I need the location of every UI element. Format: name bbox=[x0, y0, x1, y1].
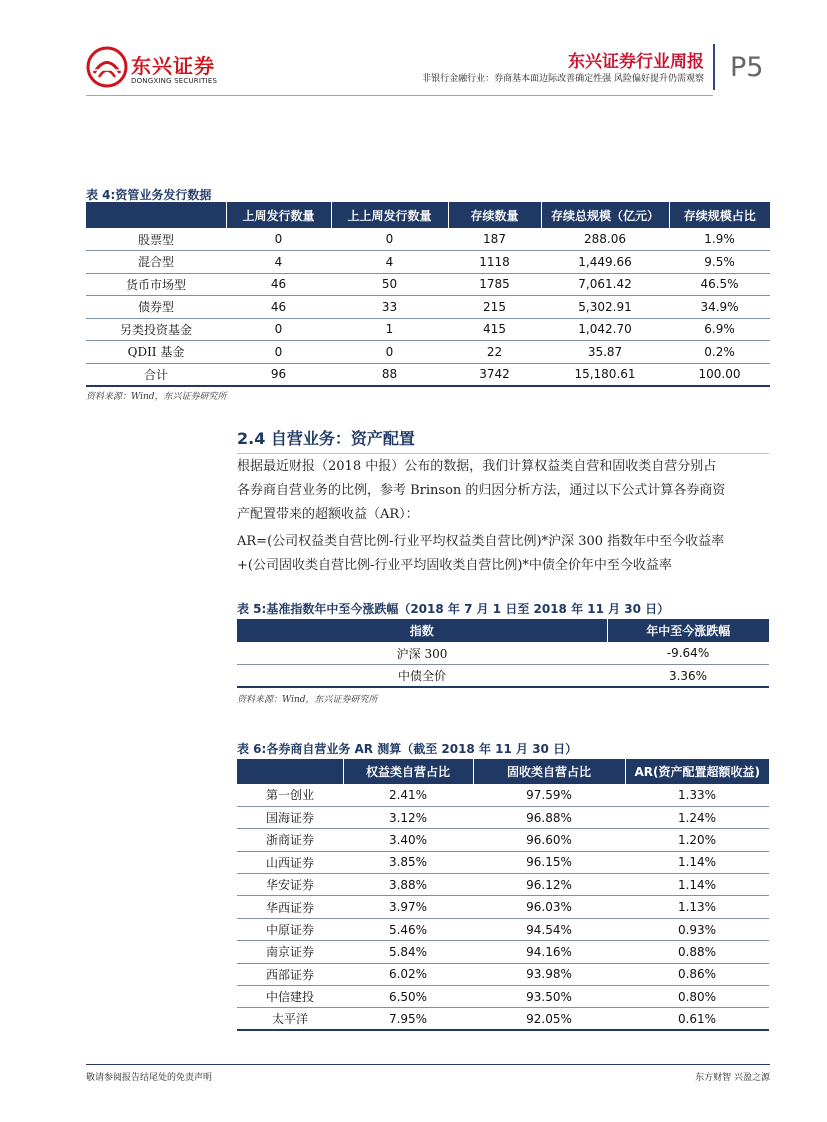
row-label-cell: 债券型 bbox=[86, 296, 226, 319]
row-label-cell: 南京证券 bbox=[237, 941, 343, 963]
formula-line: +(公司固收类自营比例-行业平均固收类自营比例)*中债全价年中至今收益率 bbox=[237, 558, 672, 573]
table5-benchmark-index bbox=[237, 619, 769, 688]
value-cell: 4 bbox=[226, 251, 331, 274]
value-cell: 3742 bbox=[448, 363, 541, 386]
row-label-cell: 另类投资基金 bbox=[86, 318, 226, 341]
table-row bbox=[237, 665, 769, 688]
value-cell: 15,180.61 bbox=[541, 363, 669, 386]
value-cell: 1.13% bbox=[625, 896, 769, 918]
table5-source: 资料来源：Wind，东兴证券研究所 bbox=[237, 695, 378, 705]
value-cell: 3.97% bbox=[343, 896, 473, 918]
value-cell: 3.36% bbox=[607, 665, 769, 688]
value-cell: 97.59% bbox=[473, 784, 625, 806]
value-cell: 1.20% bbox=[625, 829, 769, 851]
table6-header-cell: 固收类自营占比 bbox=[473, 759, 625, 784]
section-rule bbox=[237, 453, 769, 454]
row-label-cell: 华安证券 bbox=[237, 874, 343, 896]
table-row bbox=[237, 874, 769, 896]
row-label-cell: 华西证券 bbox=[237, 896, 343, 918]
value-cell: 34.9% bbox=[669, 296, 770, 319]
row-label-cell: 中信建投 bbox=[237, 986, 343, 1008]
table-row bbox=[237, 784, 769, 806]
report-title: 东兴证券行业周报 bbox=[568, 52, 704, 72]
table4-header-cell: 存续数量 bbox=[448, 202, 541, 228]
value-cell: -9.64% bbox=[607, 642, 769, 665]
value-cell: 96.15% bbox=[473, 851, 625, 873]
row-label-cell: 国海证券 bbox=[237, 806, 343, 828]
row-label-cell: 沪深 300 bbox=[237, 642, 607, 665]
table-row bbox=[86, 341, 770, 364]
value-cell: 92.05% bbox=[473, 1008, 625, 1030]
row-label-cell: 中原证券 bbox=[237, 918, 343, 940]
value-cell: 3.85% bbox=[343, 851, 473, 873]
value-cell: 1.14% bbox=[625, 874, 769, 896]
paragraph-line: 产配置带来的超额收益（AR）： bbox=[237, 507, 419, 522]
table-row bbox=[237, 986, 769, 1008]
table-row bbox=[86, 228, 770, 251]
value-cell: 1785 bbox=[448, 273, 541, 296]
value-cell: 0.2% bbox=[669, 341, 770, 364]
table-row bbox=[237, 806, 769, 828]
table5-header-row bbox=[237, 619, 769, 642]
value-cell: 3.12% bbox=[343, 806, 473, 828]
row-label-cell: 第一创业 bbox=[237, 784, 343, 806]
report-subtitle: 非银行金融行业：券商基本面边际改善确定性强 风险偏好提升仍需观察 bbox=[422, 74, 704, 84]
value-cell: 5.46% bbox=[343, 918, 473, 940]
value-cell: 22 bbox=[448, 341, 541, 364]
table6-caption: 表 6:各券商自营业务 AR 测算（截至 2018 年 11 月 30 日） bbox=[237, 742, 578, 756]
value-cell: 6.02% bbox=[343, 963, 473, 985]
value-cell: 93.98% bbox=[473, 963, 625, 985]
value-cell: 46.5% bbox=[669, 273, 770, 296]
table4-header-cell: 上上周发行数量 bbox=[331, 202, 448, 228]
row-label-cell: 股票型 bbox=[86, 228, 226, 251]
paragraph-line: 根据最近财报（2018 中报）公布的数据，我们计算权益类自营和固收类自营分别占 bbox=[237, 459, 717, 474]
table6-ar-calculation bbox=[237, 759, 769, 1031]
value-cell: 0 bbox=[331, 341, 448, 364]
value-cell: 3.40% bbox=[343, 829, 473, 851]
table-row bbox=[237, 918, 769, 940]
logo-emblem-icon bbox=[86, 46, 128, 88]
value-cell: 1118 bbox=[448, 251, 541, 274]
row-label-cell: 太平洋 bbox=[237, 1008, 343, 1030]
value-cell: 33 bbox=[331, 296, 448, 319]
table4-header-cell: 上周发行数量 bbox=[226, 202, 331, 228]
table-row bbox=[86, 296, 770, 319]
table-row bbox=[237, 851, 769, 873]
value-cell: 0.93% bbox=[625, 918, 769, 940]
section-paragraph bbox=[237, 455, 777, 527]
footer-slogan: 东方财智 兴盈之源 bbox=[695, 1073, 770, 1083]
value-cell: 1.14% bbox=[625, 851, 769, 873]
table4-source: 资料来源：Wind，东兴证券研究所 bbox=[86, 392, 227, 402]
table5-header-cell: 年中至今涨跌幅 bbox=[607, 619, 769, 642]
row-label-cell: 中债全价 bbox=[237, 665, 607, 688]
value-cell: 96 bbox=[226, 363, 331, 386]
value-cell: 0.80% bbox=[625, 986, 769, 1008]
formula-line: AR=(公司权益类自营比例-行业平均权益类自营比例)*沪深 300 指数年中至今收益率 bbox=[237, 534, 725, 549]
value-cell: 7.95% bbox=[343, 1008, 473, 1030]
table-row bbox=[237, 1008, 769, 1030]
table5-caption: 表 5:基准指数年中至今涨跌幅（2018 年 7 月 1 日至 2018 年 11 月 30 日） bbox=[237, 602, 670, 616]
value-cell: 215 bbox=[448, 296, 541, 319]
row-label-cell: 浙商证券 bbox=[237, 829, 343, 851]
table4-header-cell: 存续总规模（亿元） bbox=[541, 202, 669, 228]
row-label-cell: 山西证券 bbox=[237, 851, 343, 873]
value-cell: 288.06 bbox=[541, 228, 669, 251]
value-cell: 0 bbox=[331, 228, 448, 251]
page-number: P5 bbox=[730, 52, 764, 83]
value-cell: 415 bbox=[448, 318, 541, 341]
value-cell: 1,042.70 bbox=[541, 318, 669, 341]
value-cell: 7,061.42 bbox=[541, 273, 669, 296]
value-cell: 88 bbox=[331, 363, 448, 386]
value-cell: 0.86% bbox=[625, 963, 769, 985]
table-row bbox=[237, 963, 769, 985]
table-row bbox=[237, 642, 769, 665]
row-label-cell: 西部证券 bbox=[237, 963, 343, 985]
table4-asset-management bbox=[86, 202, 770, 387]
row-label-cell: 货币市场型 bbox=[86, 273, 226, 296]
value-cell: 35.87 bbox=[541, 341, 669, 364]
value-cell: 1 bbox=[331, 318, 448, 341]
row-label-cell: QDII 基金 bbox=[86, 341, 226, 364]
logo-text-cn: 东兴证券 bbox=[131, 54, 215, 78]
value-cell: 100.00 bbox=[669, 363, 770, 386]
value-cell: 1.9% bbox=[669, 228, 770, 251]
value-cell: 5.84% bbox=[343, 941, 473, 963]
table4-header-row bbox=[86, 202, 770, 228]
footer-disclaimer: 敬请参阅报告结尾处的免责声明 bbox=[86, 1073, 213, 1083]
table6-header-row bbox=[237, 759, 769, 784]
value-cell: 6.9% bbox=[669, 318, 770, 341]
paragraph-line: 各券商自营业务的比例，参考 Brinson 的归因分析方法，通过以下公式计算各券商资 bbox=[237, 483, 726, 498]
table4-caption: 表 4:资管业务发行数据 bbox=[86, 188, 212, 202]
table6-header-cell: 权益类自营占比 bbox=[343, 759, 473, 784]
table-row bbox=[86, 273, 770, 296]
header-divider bbox=[713, 44, 715, 90]
value-cell: 1.33% bbox=[625, 784, 769, 806]
header-rule bbox=[86, 95, 713, 96]
value-cell: 5,302.91 bbox=[541, 296, 669, 319]
value-cell: 96.12% bbox=[473, 874, 625, 896]
value-cell: 1.24% bbox=[625, 806, 769, 828]
value-cell: 9.5% bbox=[669, 251, 770, 274]
table5-header-cell: 指数 bbox=[237, 619, 607, 642]
table-row bbox=[86, 363, 770, 386]
table-row bbox=[237, 941, 769, 963]
value-cell: 187 bbox=[448, 228, 541, 251]
value-cell: 50 bbox=[331, 273, 448, 296]
company-logo bbox=[86, 46, 216, 90]
logo-text-en: DONGXING SECURITIES bbox=[131, 77, 218, 85]
value-cell: 3.88% bbox=[343, 874, 473, 896]
value-cell: 96.88% bbox=[473, 806, 625, 828]
row-label-cell: 合计 bbox=[86, 363, 226, 386]
value-cell: 93.50% bbox=[473, 986, 625, 1008]
table-row bbox=[237, 896, 769, 918]
row-label-cell: 混合型 bbox=[86, 251, 226, 274]
value-cell: 94.16% bbox=[473, 941, 625, 963]
footer-rule bbox=[86, 1064, 770, 1065]
value-cell: 2.41% bbox=[343, 784, 473, 806]
value-cell: 4 bbox=[331, 251, 448, 274]
section-title: 2.4 自营业务：资产配置 bbox=[237, 429, 415, 448]
value-cell: 96.60% bbox=[473, 829, 625, 851]
value-cell: 1,449.66 bbox=[541, 251, 669, 274]
table6-header-cell bbox=[237, 759, 343, 784]
table-row bbox=[86, 251, 770, 274]
table4-header-cell bbox=[86, 202, 226, 228]
value-cell: 0.88% bbox=[625, 941, 769, 963]
value-cell: 46 bbox=[226, 273, 331, 296]
value-cell: 46 bbox=[226, 296, 331, 319]
value-cell: 0 bbox=[226, 318, 331, 341]
value-cell: 0.61% bbox=[625, 1008, 769, 1030]
table-row bbox=[86, 318, 770, 341]
value-cell: 94.54% bbox=[473, 918, 625, 940]
value-cell: 0 bbox=[226, 228, 331, 251]
table4-header-cell: 存续规模占比 bbox=[669, 202, 770, 228]
value-cell: 0 bbox=[226, 341, 331, 364]
value-cell: 6.50% bbox=[343, 986, 473, 1008]
ar-formula bbox=[237, 530, 777, 578]
table-row bbox=[237, 829, 769, 851]
value-cell: 96.03% bbox=[473, 896, 625, 918]
table6-header-cell: AR(资产配置超额收益) bbox=[625, 759, 769, 784]
